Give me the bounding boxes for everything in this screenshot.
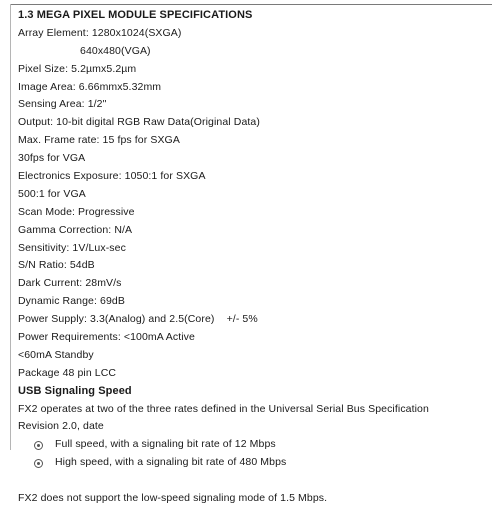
left-border-rule <box>10 4 11 450</box>
scan-mode-line: Scan Mode: Progressive <box>18 205 135 218</box>
sensing-area-line: Sensing Area: 1/2" <box>18 98 107 111</box>
package-line: Package 48 pin LCC <box>18 366 117 379</box>
output-line: Output: 10-bit digital RGB Raw Data(Original Data) <box>18 116 260 129</box>
document-content <box>18 7 494 508</box>
spec-section-title: 1.3 MEGA PIXEL MODULE SPECIFICATIONS <box>18 9 253 21</box>
power-supply-line: Power Supply: 3.3(Analog) and 2.5(Core) +/- 5% <box>18 313 258 326</box>
standby-line: <60mA Standby <box>18 348 94 361</box>
bullet-item-high-speed <box>18 454 494 472</box>
array-element-line: Array Element: 1280x1024(SXGA) <box>18 26 182 39</box>
usb-intro-line-1: FX2 operates at two of the three rates defined in the Universal Serial Bus Specification <box>18 402 429 415</box>
dynamic-range-line: Dynamic Range: 69dB <box>18 295 125 308</box>
image-area-line: Image Area: 6.66mmx5.32mm <box>18 80 162 93</box>
sn-ratio-line: S/N Ratio: 54dB <box>18 259 95 272</box>
circle-bullet-icon <box>34 441 43 450</box>
circle-bullet-icon <box>34 459 43 468</box>
electronics-exposure-line: Electronics Exposure: 1050:1 for SXGA <box>18 170 206 183</box>
sensitivity-line: Sensitivity: 1V/Lux-sec <box>18 241 126 254</box>
usb-intro-line-2: Revision 2.0, date <box>18 420 104 433</box>
frame-rate-vga-line: 30fps for VGA <box>18 152 86 165</box>
max-frame-rate-line: Max. Frame rate: 15 fps for SXGA <box>18 134 180 147</box>
gamma-correction-line: Gamma Correction: N/A <box>18 223 133 236</box>
paragraph-gap <box>18 472 494 490</box>
exposure-vga-line: 500:1 for VGA <box>18 187 86 200</box>
bullet-text: High speed, with a signaling bit rate of 480 Mbps <box>55 456 287 469</box>
power-requirements-line: Power Requirements: <100mA Active <box>18 331 195 344</box>
dark-current-line: Dark Current: 28mV/s <box>18 277 122 290</box>
low-speed-note-line: FX2 does not support the low-speed signaling mode of 1.5 Mbps. <box>18 492 328 505</box>
bullet-text: Full speed, with a signaling bit rate of 12 Mbps <box>55 438 276 451</box>
usb-section-title: USB Signaling Speed <box>18 384 132 397</box>
pixel-size-line: Pixel Size: 5.2µmx5.2µm <box>18 62 137 75</box>
array-element-vga-line: 640x480(VGA) <box>80 44 151 57</box>
top-border-rule <box>10 4 492 5</box>
